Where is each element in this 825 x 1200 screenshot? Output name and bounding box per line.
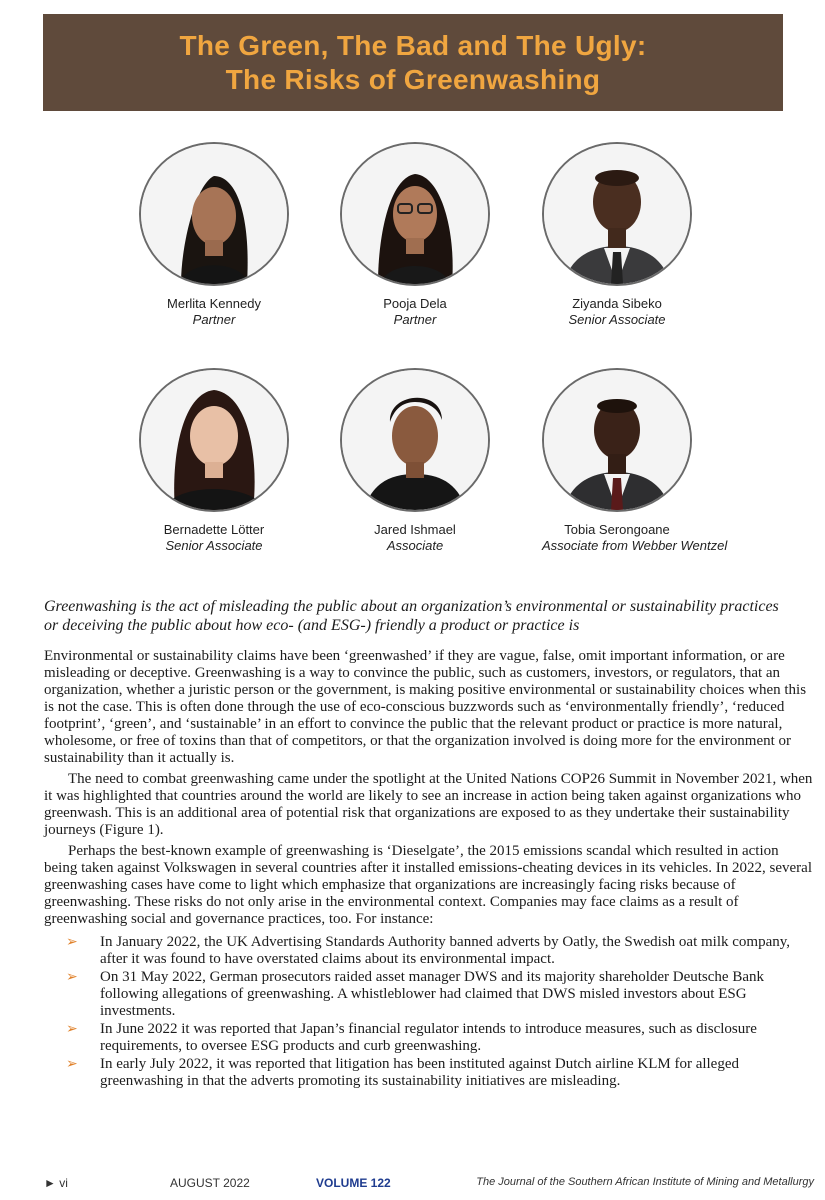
person-name: Tobia Serongoane	[564, 522, 670, 537]
body-paragraph: Environmental or sustainability claims have been ‘greenwashed’ if they are vague, false, omit important information, or are misleading or deceptive. Greenwashing is a way to convince the public, such as customers, investors, or regulators, that an organization, whether a juristic person or the government, is making positive environmental or sustainability choices when this is not the case. This is often done through the use of eco-conscious buzzwords such as ‘environmentally friendly’, ‘reduced footprint’, ‘green’, and ‘sustainable’ in an effort to convince the public that the relevant product or practice is more natural, wholesome, or free of toxins than that of competitors, or that the organization involved is doing more for the environment or sustainability than it actually is.	[44, 648, 807, 766]
portrait-photo	[139, 142, 289, 286]
person-name: Bernadette Lötter	[163, 522, 265, 537]
list-item	[44, 969, 814, 1020]
person-name: Merlita Kennedy	[167, 296, 261, 311]
person-avatar-icon	[342, 370, 488, 510]
example-list	[44, 934, 814, 1090]
person-role: Partner	[393, 312, 437, 327]
title-line-1: The Green, The Bad and The Ugly:	[179, 29, 647, 61]
body-paragraph: The need to combat greenwashing came under the spotlight at the United Nations COP26 Summit in November 2021, when it was highlighted that countries around the world are likely to see an increase in action being taken against organizations who greenwash. This is an additional area of potential risk that organizations are exposed to as they undertake their sustainability journeys (Figure 1).	[44, 771, 813, 838]
page-footer	[44, 1176, 814, 1194]
arrow-bullet-icon: ➢	[66, 969, 78, 985]
person-role: Associate from Webber Wentzel	[542, 538, 728, 553]
portrait-photo	[139, 368, 289, 512]
portrait-photo	[340, 142, 490, 286]
portrait-card	[139, 368, 289, 554]
person-role: Senior Associate	[568, 312, 666, 327]
person-avatar-icon	[342, 144, 488, 284]
person-avatar-icon	[141, 370, 287, 510]
list-item-text: In early July 2022, it was reported that litigation has been instituted against Dutch airline KLM for alleged greenwashing in that the adverts promoting its sustainability initiatives are misleading.	[100, 1056, 740, 1089]
portrait-photo	[340, 368, 490, 512]
person-role: Senior Associate	[165, 538, 263, 553]
lead-statement: Greenwashing is the act of misleading the public about an organization’s environmental or sustainability practices or deceiving the public about how eco- (and ESG-) friendly a product or practice is	[44, 598, 779, 634]
arrow-bullet-icon: ➢	[66, 1021, 78, 1037]
journal-name: The Journal of the Southern African Institute of Mining and Metallurgy	[476, 1176, 814, 1188]
portrait-card	[542, 142, 692, 328]
title-line-2: The Risks of Greenwashing	[225, 63, 601, 95]
list-item-text: On 31 May 2022, German prosecutors raided asset manager DWS and its majority shareholder Deutsche Bank following allegations of greenwashing. A whistleblower had claimed that DWS misled investors about ESG investments.	[100, 969, 764, 1019]
portrait-card	[139, 142, 289, 328]
person-name: Pooja Dela	[383, 296, 447, 311]
article-body	[44, 648, 814, 1091]
person-avatar-icon	[544, 370, 690, 510]
list-item	[44, 934, 814, 968]
issue-volume: VOLUME 122	[316, 1176, 391, 1190]
portrait-card	[340, 142, 490, 328]
person-avatar-icon	[544, 144, 690, 284]
title-banner	[43, 14, 783, 111]
list-item	[44, 1021, 814, 1055]
person-name: Jared Ishmael	[374, 522, 456, 537]
person-role: Associate	[386, 538, 444, 553]
portrait-card	[542, 368, 728, 554]
page-number: ► vi	[44, 1176, 68, 1190]
person-name: Ziyanda Sibeko	[572, 296, 662, 311]
portrait-photo	[542, 368, 692, 512]
body-paragraph: Perhaps the best-known example of greenwashing is ‘Dieselgate’, the 2015 emissions scandal which resulted in action being taken against Volkswagen in several countries after it installed emissions-cheating devices in its vehicles. In 2022, several greenwashing cases have come to light which emphasize that organizations are increasingly facing risks because of greenwashing. These risks do not only arise in the environmental context. Companies may face claims as a result of greenwashing social and governance practices, too. For instance:	[44, 843, 812, 927]
portrait-photo	[542, 142, 692, 286]
issue-month: AUGUST 2022	[170, 1176, 250, 1190]
list-item-text: In January 2022, the UK Advertising Standards Authority banned adverts by Oatly, the Swedish oat milk company, after it was found to have overstated claims about its environmental impact.	[100, 934, 791, 967]
arrow-bullet-icon: ➢	[66, 1056, 78, 1072]
arrow-bullet-icon: ➢	[66, 934, 78, 950]
list-item-text: In June 2022 it was reported that Japan’s financial regulator intends to introduce measures, such as disclosure requirements, to oversee ESG products and curb greenwashing.	[100, 1021, 757, 1054]
list-item	[44, 1056, 814, 1090]
portrait-card	[340, 368, 490, 554]
person-avatar-icon	[141, 144, 287, 284]
person-role: Partner	[192, 312, 236, 327]
